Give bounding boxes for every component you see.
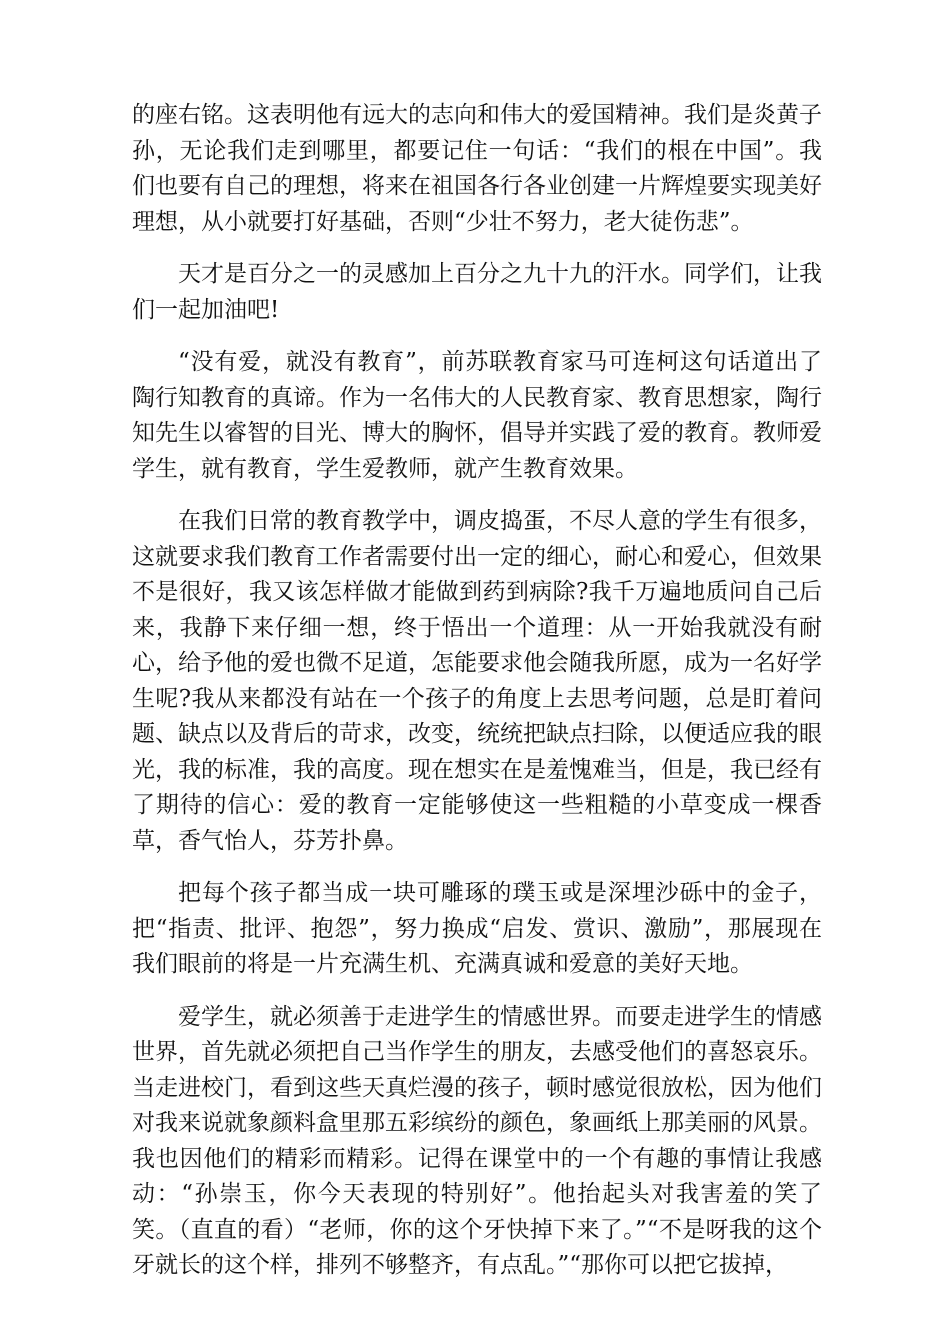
paragraph-2: 天才是百分之一的灵感加上百分之九十九的汗水。同学们，让我们一起加油吧! [132, 261, 822, 323]
paragraph-5: 把每个孩子都当成一块可雕琢的璞玉或是深埋沙砾中的金子，把“指责、批评、抱怨”，努力换成“启发、赏识、激励”，那展现在我们眼前的将是一片充满生机、充满真诚和爱意的美好天地。 [132, 880, 822, 977]
paragraph-4: 在我们日常的教育教学中，调皮捣蛋，不尽人意的学生有很多，这就要求我们教育工作者需要付出一定的细心，耐心和爱心，但效果不是很好，我又该怎样做才能做到药到病除?我千万遍地质问自己后来，我静下来仔细一想，终于悟出一个道理：从一开始我就没有耐心，给予他的爱也微不足道，怎能要求他会随我所愿，成为一名好学生呢?我从来都没有站在一个孩子的角度上去思考问题，总是盯着问题、缺点以及背后的苛求，改变，统统把缺点扫除，以便适应我的眼光，我的标准，我的高度。现在想实在是羞愧难当，但是，我已经有了期待的信心：爱的教育一定能够使这一些粗糙的小草变成一棵香草，香气怡人，芬芳扑鼻。 [132, 508, 822, 854]
paragraph-3: “没有爱，就没有教育”，前苏联教育家马可连柯这句话道出了陶行知教育的真谛。作为一名伟大的人民教育家、教育思想家，陶行知先生以睿智的目光、博大的胸怀，倡导并实践了爱的教育。教师爱学生，就有教育，学生爱教师，就产生教育效果。 [132, 349, 822, 482]
document-body [132, 98, 822, 1301]
paragraph-1: 的座右铭。这表明他有远大的志向和伟大的爱国精神。我们是炎黄子孙，无论我们走到哪里，都要记住一句话：“我们的根在中国”。我们也要有自己的理想，将来在祖国各行各业创建一片辉煌要实现美好理想，从小就要打好基础，否则“少壮不努力，老大徒伤悲”。 [132, 102, 822, 235]
paragraph-6: 爱学生，就必须善于走进学生的情感世界。而要走进学生的情感世界，首先就必须把自己当作学生的朋友，去感受他们的喜怒哀乐。当走进校门，看到这些天真烂漫的孩子，顿时感觉很放松，因为他们对我来说就象颜料盒里那五彩缤纷的颜色，象画纸上那美丽的风景。我也因他们的精彩而精彩。记得在课堂中的一个有趣的事情让我感动：“孙崇玉，你今天表现的特别好”。他抬起头对我害羞的笑了笑。（直直的看）“老师，你的这个牙快掉下来了。”“不是呀我的这个牙就长的这个样，排列不够整齐，有点乱。”“那你可以把它拔掉， [132, 1003, 822, 1278]
